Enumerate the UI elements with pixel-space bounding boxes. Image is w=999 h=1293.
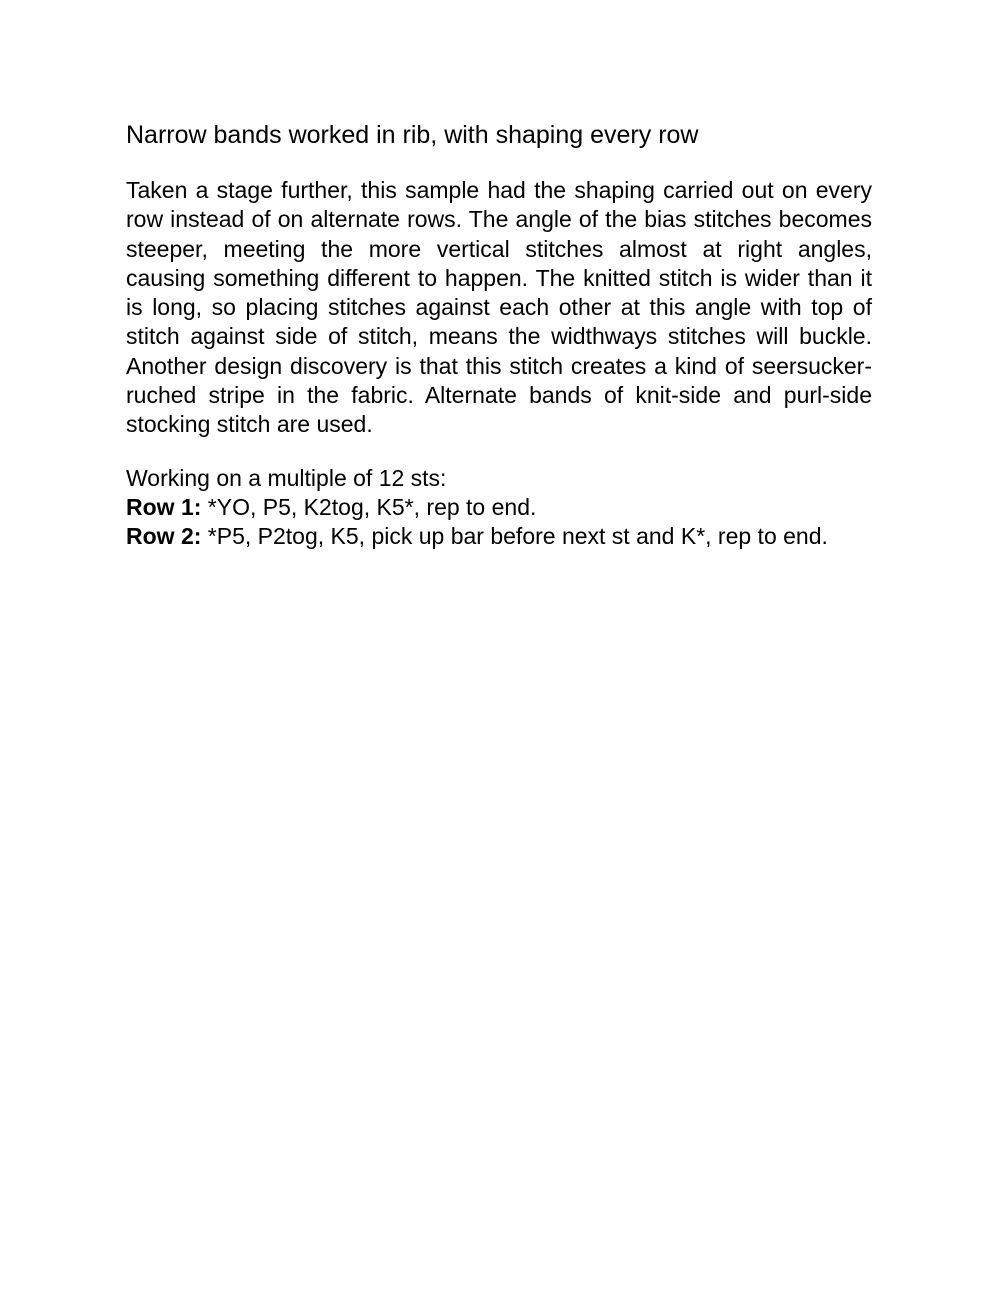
row-2-label: Row 2:	[126, 523, 202, 550]
row-2-text: *P5, P2tog, K5, pick up bar before next st and K*, rep to end.	[201, 523, 828, 550]
page-title: Narrow bands worked in rib, with shaping every row	[126, 121, 699, 149]
pattern-row-2	[126, 522, 872, 551]
pattern-intro: Working on a multiple of 12 sts:	[126, 464, 447, 491]
description-paragraph: Taken a stage further, this sample had the shaping carried out on every row instead of on alternate rows. The angle of the bias stitches becomes steeper, meeting the more vertical stitches almost at right angles, causing something different to happen. The knitted stitch is wider than it is long, so placing stitches against each other at this angle with top of stitch against side of stitch, means the widthways stitches will buckle. Another design discovery is that this stitch creates a kind of seersucker-ruched stripe in the fabric. Alternate bands of knit-side and purl-side stocking stitch are used.	[126, 177, 872, 438]
row-1-label: Row 1:	[126, 493, 202, 520]
pattern-row-1	[126, 493, 872, 522]
row-1-text: *YO, P5, K2tog, K5*, rep to end.	[201, 493, 537, 520]
document-page	[126, 118, 872, 552]
pattern-instructions	[126, 464, 872, 552]
